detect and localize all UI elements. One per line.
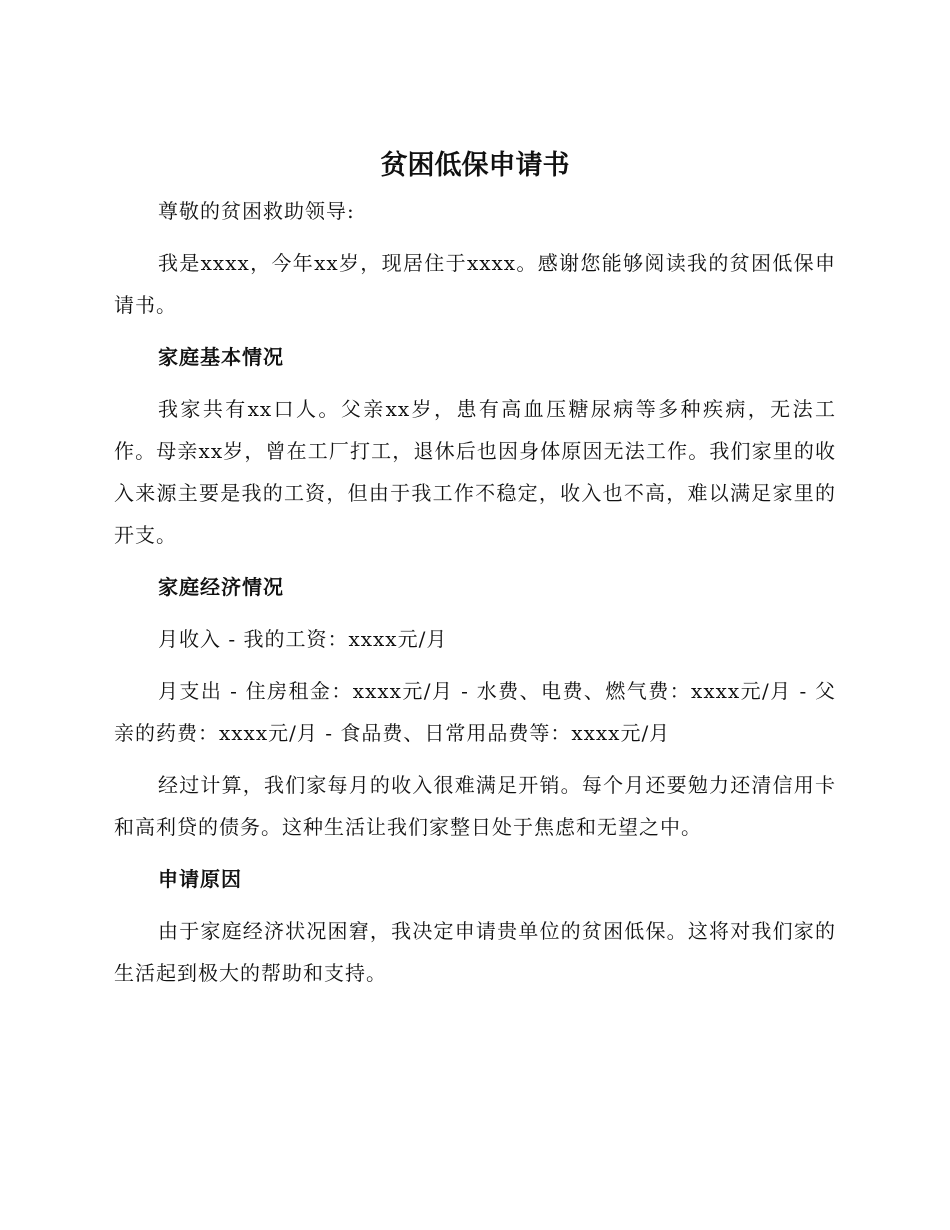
monthly-income-line: 月收入 - 我的工资：xxxx元/月: [158, 627, 448, 651]
section-heading-reason: 申请原因: [158, 867, 242, 891]
economy-summary-paragraph: 经过计算，我们家每月的收入很难满足开销。每个月还要勉力还清信用卡和高利贷的债务。这种生活让我们家整日处于焦虑和无望之中。: [114, 773, 836, 839]
document-title: 贫困低保申请书: [380, 150, 570, 181]
family-basics-paragraph: 我家共有xx口人。父亲xx岁，患有高血压糖尿病等多种疾病，无法工作。母亲xx岁，曾在工厂打工，退休后也因身体原因无法工作。我们家里的收入来源主要是我的工资，但由于我工作不稳定，收入也不高，难以满足家里的开支。: [114, 397, 836, 547]
monthly-expense-paragraph: 月支出 - 住房租金：xxxx元/月 - 水费、电费、燃气费：xxxx元/月 - 父亲的药费：xxxx元/月 - 食品费、日常用品费等：xxxx元/月: [114, 679, 836, 745]
salutation: 尊敬的贫困救助领导:: [158, 199, 355, 223]
section-heading-family-economy: 家庭经济情况: [158, 575, 284, 599]
reason-paragraph: 由于家庭经济状况困窘，我决定申请贵单位的贫困低保。这将对我们家的生活起到极大的帮助和支持。: [114, 919, 836, 985]
intro-paragraph: 我是xxxx，今年xx岁，现居住于xxxx。感谢您能够阅读我的贫困低保申请书。: [114, 251, 836, 317]
section-heading-family-basics: 家庭基本情况: [158, 345, 284, 369]
document-body: [114, 148, 836, 1004]
